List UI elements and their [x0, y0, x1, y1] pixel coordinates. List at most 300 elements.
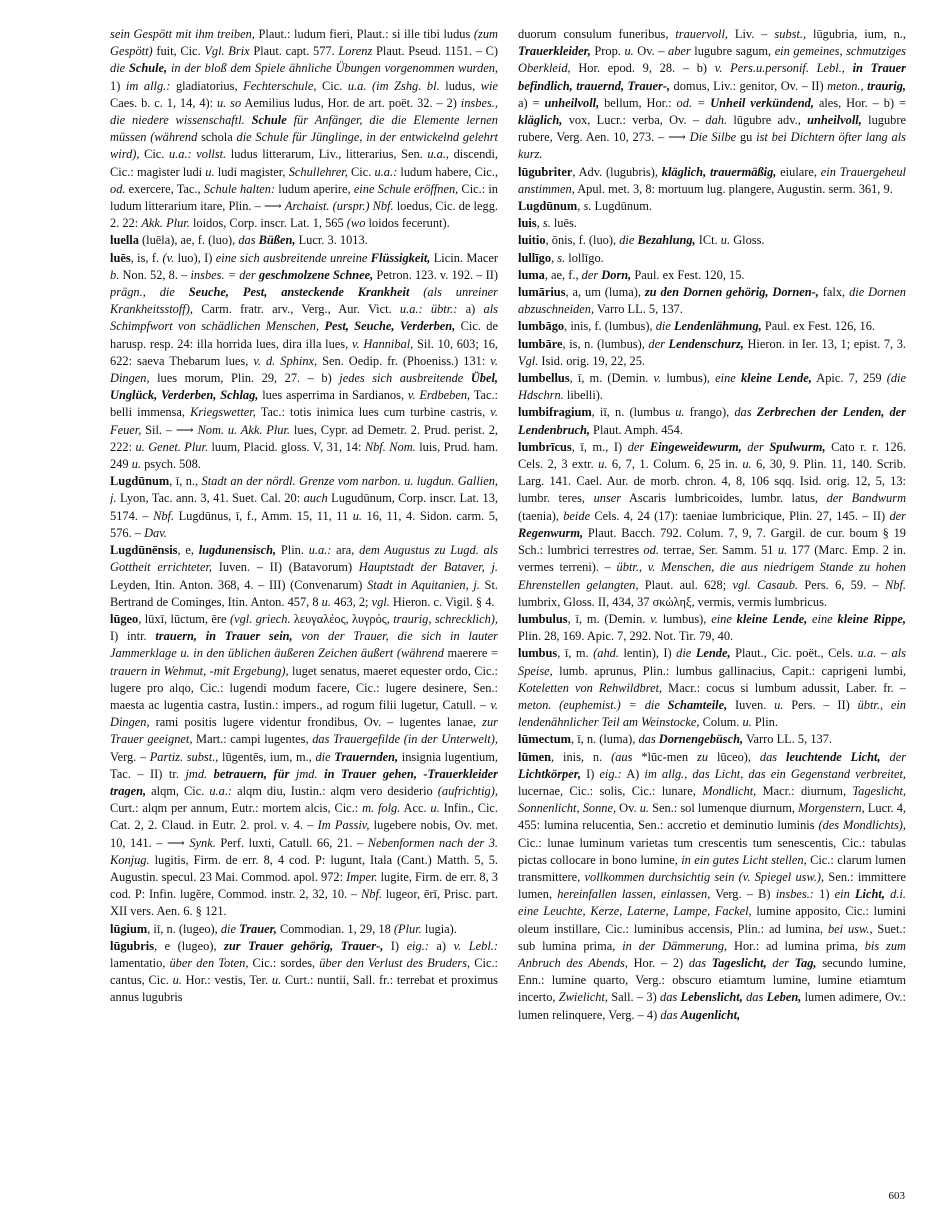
entry-text: das — [238, 233, 259, 248]
entry-text: Partiz. subst., — [149, 749, 219, 764]
entry-text: Lorenz — [338, 44, 373, 59]
entry-text: u. — [352, 508, 362, 523]
entry-text: insignia lugentium, Tac. – II) tr. — [110, 749, 498, 781]
entry-text: u.a.: übtr.: — [399, 302, 458, 317]
entry-text: Non. 52, 8. – — [119, 267, 191, 282]
entry-text: v. — [650, 611, 658, 626]
entry-text: s. — [583, 199, 592, 214]
entry-text: Colum. — [699, 715, 743, 730]
entry-text: zu den Dornen gehörig, Dornen-, — [644, 285, 819, 300]
entry-text: Tac.: totis inimica lues cum turbine castris, — [255, 405, 491, 420]
entry-text: über den Verlust des Bruders, — [319, 955, 471, 970]
entry-text: discendi, Cic.: magister ludi — [110, 147, 498, 179]
entry-text: Cic. — [347, 164, 375, 179]
entry-text: , inis, f. (lumbus), — [564, 319, 656, 334]
entry-text: Trauer, — [239, 921, 277, 936]
entry-text: das — [660, 1007, 681, 1022]
entry-text: Varro LL. 5, 137. — [743, 732, 833, 747]
entry-text: u. — [430, 801, 440, 816]
entry-text: (vgl. griech. — [229, 611, 291, 626]
dictionary-entry — [518, 645, 906, 731]
entry-text: Plaut.: ludum fieri, Plaut.: si ille tibi ludus — [254, 27, 474, 41]
entry-text: aber — [668, 44, 691, 59]
entry-text: Zerbrechen der Lenden, der Lendenbruch, — [518, 405, 906, 437]
entry-text: Cels. 4, 24 (17): taeniae lumbricique, Plin. 27, 145. – II) — [590, 508, 890, 523]
entry-text: , ī, m. (Demin. — [567, 611, 651, 626]
entry-text: (wo — [346, 216, 366, 231]
entry-text: lugebere nobis, Ov. met. 10, 141. – ⟶ — [110, 818, 498, 850]
entry-text: zur Trauer gehörig, Trauer-, — [224, 938, 384, 953]
entry-text: Plaut. Bacch. 792. Colum. 7, 9, 7. Gargil. de cur. boum § 19 Sch.: lumbrici terrestres — [518, 525, 906, 558]
entry-text: beide — [563, 508, 591, 523]
entry-headword: lumbus — [518, 646, 558, 661]
entry-headword: lumbellus — [518, 371, 570, 386]
entry-text: u. — [774, 697, 784, 712]
entry-text: Sil. 10, 603; 16, 622: saeva Thebarum lues, — [110, 336, 498, 368]
entry-text: luget senatus, maeret equester ordo, Cic.: lugere pro alqo, Cic.: lugendi modum facere, Cic.: lugere desinere, Sen.: maesta ac lugentia castra, Iustin.: impers., ad rogum filii lugetur, Catull. – — [110, 663, 498, 712]
entry-text: Synk. — [189, 835, 216, 850]
entry-text: eine — [715, 371, 741, 386]
entry-text: Unheil verkündend, — [710, 95, 814, 110]
entry-text: Bezahlung, — [637, 233, 696, 248]
entry-text: , — [536, 216, 543, 231]
entry-text: od. = — [676, 95, 711, 110]
entry-text: die — [655, 319, 674, 334]
entry-text: Vgl. Brix — [204, 44, 250, 59]
entry-text: lumbus), — [657, 611, 712, 626]
entry-text: u. — [639, 801, 650, 816]
entry-text: eine Schule eröffnen, — [353, 181, 459, 196]
entry-text: die — [676, 646, 696, 661]
entry-text: die — [110, 61, 129, 76]
entry-headword: luēs — [110, 250, 131, 265]
entry-text: luo), I) — [174, 250, 216, 265]
entry-text: Sen.: sol lumenque diurnum, — [649, 801, 799, 816]
entry-text: , is, f. — [130, 250, 163, 265]
entry-text: lamentatio, — [110, 955, 170, 970]
dictionary-entry — [518, 250, 906, 267]
entry-headword: Lugdūnum — [110, 474, 170, 489]
entry-text: lumb. aprunus, Plin.: lumbus gallinacius, Capit.: caprigeni lumbi, — [552, 663, 906, 678]
entry-text: frango), — [684, 405, 735, 420]
entry-text: kleine Rippe, — [837, 611, 906, 626]
entry-text: kläglich, trauermäßig, — [661, 164, 777, 179]
entry-text: od. — [643, 543, 659, 558]
entry-text: u. — [271, 973, 282, 988]
entry-text: lūceo), — [708, 749, 760, 764]
entry-text: u. — [675, 405, 685, 420]
entry-text: der — [766, 955, 795, 970]
dictionary-entry — [518, 336, 906, 370]
entry-text: I) — [383, 938, 407, 953]
entry-text: Trauernden, — [334, 749, 399, 764]
entry-text: fuit, Cic. — [152, 44, 205, 59]
entry-text: lugeor, ērī, Prisc. part. XII vers. Aen. 6. § 121. — [110, 887, 498, 919]
entry-text: Hor. epod. 9, 28. – b) — [570, 61, 715, 76]
left-column — [110, 26, 498, 1194]
entry-text: die Schule für Jünglinge, in der entwickelnd gelehrt wird), — [110, 130, 498, 162]
entry-text: , lūxī, lūctum, ēre — [138, 611, 230, 626]
entry-text: Cic.: clarum lumen transmittere, — [518, 852, 906, 884]
entry-text: die — [220, 921, 240, 936]
entry-text: Iuven. – II) (Batavorum) — [212, 560, 359, 575]
entry-text: ein gemeines, schmutziges Oberkleid, — [518, 44, 906, 76]
entry-text: im allg., das Licht, das ein Gegenstand verbreitet, — [644, 766, 906, 781]
entry-text: Hieron. in Ier. 13, 1; epist. 7, 3. — [743, 336, 906, 351]
entry-text: (ahd. — [593, 646, 619, 661]
entry-text: trauern in Wehmut, -mit Ergebung), — [110, 663, 289, 678]
entry-text: Archaist. (urspr.) Nbf. — [284, 199, 394, 214]
entry-text: Stadt an der nördl. Grenze vom narbon. u. lugdun. Gallien, j. — [110, 474, 498, 506]
entry-headword: lumbāre — [518, 336, 563, 351]
entry-text: Cic. de harusp. resp. 24: illa horrida lues, dira illa lues, — [110, 319, 498, 351]
entry-text: Plaut. Amph. 454. — [589, 422, 683, 437]
dictionary-entry — [518, 284, 906, 318]
entry-text: 463, 2; — [330, 594, 372, 609]
entry-text: falx, — [818, 285, 850, 300]
entry-text: I) intr. — [110, 629, 156, 644]
entry-text: , — [577, 199, 584, 214]
entry-text: Hauptstadt der Bataver, j. — [358, 560, 498, 575]
entry-text: ara, — [331, 543, 360, 558]
entry-text: Nbf. — [153, 508, 175, 523]
entry-text: Caes. b. c. 1, 14, 4): — [110, 95, 217, 110]
entry-text: lugia). — [421, 921, 457, 936]
entry-text: ludum aperire, — [275, 181, 354, 196]
entry-text: Verg. – B) — [710, 887, 776, 902]
entry-text: Lugudūnum, Corp. inscr. Lat. 13, 5174. – — [110, 491, 498, 523]
entry-text: lugitis, Firm. de err. 8, 4 cod. P: lugunt, Itala (Cant.) Matth. 5, 5. Augustin. specul. 23 Mai. Commod. apol. 972: — [110, 852, 498, 884]
entry-text: v. — [653, 371, 662, 386]
entry-text: libelli). — [563, 388, 604, 403]
entry-text: v. Pers.u.personif. Lebl., — [714, 61, 853, 76]
entry-text: das — [638, 732, 659, 747]
entry-text: v. Feuer, — [110, 405, 498, 437]
entry-text: schola — [197, 130, 237, 145]
entry-text: Apic. 7, 259 — [811, 371, 887, 386]
dictionary-entry — [518, 267, 906, 284]
dictionary-entry — [110, 921, 498, 938]
entry-text: a) — [457, 302, 484, 317]
entry-text: meton., — [827, 78, 868, 93]
entry-text: Flüssigkeit, — [370, 250, 431, 265]
entry-text: Die Silbe — [689, 130, 737, 145]
entry-text: (zum Gespött) — [110, 27, 498, 59]
entry-text: A) — [621, 766, 645, 781]
entry-text: , iī, n. (lumbus — [591, 405, 676, 420]
entry-text: u.a.: — [374, 164, 398, 179]
entry-text: loidos fecerunt). — [365, 216, 450, 231]
entry-text: vox, Lucr.: verba, Ov. – — [562, 113, 706, 128]
entry-text: I) — [581, 766, 600, 781]
entry-headword: Lugdūnum — [518, 199, 578, 214]
dictionary-entry — [110, 473, 498, 542]
entry-text: das — [660, 990, 681, 1005]
entry-text: insbes. = der — [190, 267, 259, 282]
entry-text: Plaut. capt. 577. — [249, 44, 339, 59]
entry-text: Infin., Cic. Cat. 2, 2. Claud. in Eutr. 2. prol. v. 4. – — [110, 801, 498, 833]
entry-headword: lūgubriter — [518, 164, 573, 179]
entry-text: in Trauer gehen, -Trauerkleider tragen, — [110, 766, 498, 798]
entry-text: Prop. — [590, 44, 625, 59]
entry-text: (die Hdschrn. — [518, 371, 906, 403]
entry-text: eiulare, — [776, 164, 821, 179]
entry-text: a) = — [518, 95, 545, 110]
entry-text: der Bandwurm — [826, 491, 906, 506]
entry-text: jedes sich ausbreitende — [339, 371, 471, 386]
entry-text: Schullehrer, — [288, 164, 348, 179]
dictionary-entry — [110, 232, 498, 249]
entry-text: Im Passiv, — [317, 818, 370, 833]
entry-text: Licht, — [854, 887, 885, 902]
entry-text: Nbf. — [884, 577, 906, 592]
entry-text: eine — [807, 611, 838, 626]
entry-text: Dorn, — [601, 267, 632, 282]
entry-text: u. — [205, 164, 215, 179]
entry-text: lumen adimere, Ov.: lumen relinquere, Verg. – 4) — [518, 990, 906, 1022]
entry-text: maerere = — [443, 646, 498, 661]
entry-text: leuchtende Licht, — [786, 749, 881, 764]
entry-text: Vgl. — [518, 353, 539, 368]
entry-text: wie — [480, 78, 498, 93]
page-number: 603 — [888, 1190, 905, 1202]
entry-text: lucernae, Cic.: solis, Cic.: lunare, — [518, 783, 703, 798]
entry-text: , ī, m., I) — [571, 439, 628, 454]
entry-text: Pest, Seuche, Verderben, — [324, 319, 456, 334]
entry-headword: lūgium — [110, 921, 148, 936]
entry-text: u. — [624, 44, 634, 59]
entry-text: rami positis lugere videntur frondibus, Ov. – lugentes lanae, — [149, 715, 483, 730]
entry-text: eine — [711, 611, 737, 626]
entry-text: Zwielicht, — [558, 990, 608, 1005]
entry-text: das — [742, 990, 767, 1005]
entry-text: ales, Hor. – b) = — [813, 95, 906, 110]
entry-text: lugubre rubere, Verg. Aen. 10, 273. – ⟶ — [518, 113, 906, 145]
entry-text: unser — [593, 491, 622, 506]
entry-text: das — [688, 955, 712, 970]
entry-text: das Trauergefilde (in der Unterwelt), — [312, 732, 498, 747]
dictionary-entry — [518, 164, 906, 198]
entry-text: 16, 11, 4. Sidon. carm. 5, 576. – — [110, 508, 498, 540]
entry-text: Gloss. — [730, 233, 765, 248]
entry-text: Curt.: nuntii, Sall. fr.: terrebat et proximus annus lugubris — [110, 973, 498, 1005]
dictionary-entry — [110, 938, 498, 1007]
entry-text: u.a.: — [209, 783, 233, 798]
entry-text: subst., — [774, 27, 807, 41]
entry-text: (v. — [162, 250, 175, 265]
entry-text: Aemilius ludus, Hor. de art. poët. 32. – 2) — [241, 95, 461, 110]
entry-text: dah. — [705, 113, 728, 128]
entry-text: , a, um (luma), — [565, 285, 645, 300]
entry-text: Sen.: immittere lumen, — [518, 869, 906, 902]
entry-text: das — [759, 749, 787, 764]
entry-text: ludus litterarum, Liv., litterarius, Sen. — [226, 147, 428, 162]
dictionary-entry — [518, 611, 906, 645]
entry-text: bis zum Anbruch des Abends, — [518, 938, 906, 970]
dictionary-entry — [518, 26, 906, 164]
entry-text: Paul. ex Fest. 126, 16. — [761, 319, 875, 334]
entry-text: , Adv. (lugubris), — [572, 164, 662, 179]
dictionary-entry — [110, 542, 498, 611]
entry-text: Iuven. — [727, 697, 775, 712]
entry-text: 6, 7, 1. Colum. 6, 25 in. — [607, 457, 743, 472]
entry-text: Schule halten: — [203, 181, 276, 196]
entry-text: Perf. luxti, Catull. 66, 21. – — [215, 835, 368, 850]
entry-text: lūgubria, ium, n., — [806, 27, 906, 41]
entry-text: Stadt in Aquitanien, j. — [367, 577, 480, 592]
entry-headword: luella — [110, 233, 139, 248]
entry-text: Isid. orig. 19, 22, 25. — [538, 353, 646, 368]
entry-text: trauern, in Trauer sein, — [155, 629, 293, 644]
entry-text: λευγαλέος, λυγρός, — [290, 611, 394, 626]
entry-text: Nebenformen nach der 3. Konjug. — [110, 835, 498, 867]
entry-text: lugdunensisch, — [198, 543, 277, 558]
entry-text: Lende, — [695, 646, 731, 661]
entry-text: , e (lugeo), — [154, 938, 225, 953]
entry-text: , is, n. (lumbus), — [562, 336, 649, 351]
entry-text: Curt.: alqm per annum, Eutr.: mortem alcis, Cic.: — [110, 801, 363, 816]
entry-text: Schule — [251, 113, 287, 128]
entry-text: Plaut. aul. 628; — [638, 577, 733, 592]
entry-text: Hieron. c. Vigil. § 4. — [389, 594, 495, 609]
entry-text: a) — [428, 938, 454, 953]
entry-text: Hor.: ad lumina prima, — [727, 938, 865, 953]
entry-headword: luitio — [518, 233, 546, 248]
entry-text: exercere, Tac., — [125, 181, 204, 196]
entry-headword: lūmen — [518, 749, 552, 764]
entry-text: Leben, — [766, 990, 802, 1005]
entry-text: , iī, n. (lugeo), — [147, 921, 221, 936]
entry-text: Morgenstern, — [798, 801, 865, 816]
entry-text: Fechterschule, — [243, 78, 317, 93]
entry-text: u. — [321, 594, 331, 609]
entry-text: zur Trauer geeignet, — [110, 715, 498, 747]
entry-text: Übel, Unglück, Verderben, Schlag, — [110, 371, 498, 403]
entry-text: Varro LL. 5, 137. — [594, 302, 683, 317]
entry-headword: lūgeo — [110, 611, 139, 626]
entry-text: Commodian. 1, 29, 18 — [276, 921, 394, 936]
entry-text: Lugdūnus, ī, f., Amm. 15, 11, 11 — [174, 508, 353, 523]
entry-text: psych. 508. — [140, 457, 201, 472]
entry-text: u. Genet. Plur. — [135, 439, 209, 454]
entry-text: u.a., — [427, 147, 450, 162]
entry-text: ludi magister, — [214, 164, 289, 179]
entry-text: s. — [542, 216, 551, 231]
entry-text: vollkommen durchsichtig sein (v. Spiegel usw.), — [584, 869, 825, 884]
entry-headword: lūgubris — [110, 938, 155, 953]
entry-text: der — [581, 267, 602, 282]
entry-text: Eingeweidewurm, — [649, 439, 742, 454]
entry-text: kleine Lende, — [736, 611, 808, 626]
entry-text: gu — [736, 130, 757, 145]
entry-text: als Schimpfwort von schädlichen Menschen, — [110, 302, 498, 334]
dictionary-entry — [110, 26, 498, 232]
entry-text: u. — [131, 457, 141, 472]
entry-text: Plaut., Cic. poët., Cels. — [730, 646, 858, 661]
entry-text: Dav. — [144, 525, 167, 540]
entry-text: Cic. — [139, 147, 169, 162]
entry-text: luēs. — [550, 216, 577, 231]
entry-text: ICt. — [695, 233, 721, 248]
entry-text: St. Bertrand de Cominges, Itin. Anton. 457, 8 — [110, 577, 498, 609]
entry-text: Augenlicht, — [680, 1007, 741, 1022]
entry-text: Paul. ex Fest. 120, 15. — [631, 267, 745, 282]
entry-text: Cic.: sordes, — [248, 955, 320, 970]
entry-text: Lebenslicht, — [680, 990, 743, 1005]
entry-text: unheilvoll, — [807, 113, 862, 128]
entry-text: lues morum, Plin. 29, 27. – b) — [149, 371, 340, 386]
entry-text: vgl. — [371, 594, 390, 609]
entry-text: bei usw., — [827, 921, 873, 936]
entry-headword: luma — [518, 267, 545, 282]
entry-text: übtr., ein lendenähnlicher Teil am Weinstocke, — [518, 697, 906, 730]
entry-text: terrae, Ser. Samm. 51 — [658, 543, 778, 558]
entry-text: Petron. 123. v. 192. – II) — [373, 267, 498, 282]
entry-text: u.a.: vollst. — [168, 147, 227, 162]
entry-text: , ōnis, f. (luo), — [545, 233, 620, 248]
entry-text: auch — [303, 491, 328, 506]
entry-text: Plaut. Pseud. 1151. – C) — [372, 44, 498, 59]
entry-text: Tageslicht, — [711, 955, 767, 970]
entry-text: Carm. fratr. arv., Verg., Aur. Vict. — [192, 302, 400, 317]
entry-text: 177 (Marc. Emp. 2 in. vermes terreni). – — [518, 543, 906, 575]
entry-text: lumbus), — [661, 371, 716, 386]
dictionary-entry — [518, 215, 906, 232]
entry-text: u.a. – als Speise, — [518, 646, 906, 678]
entry-headword: lullīgo — [518, 250, 552, 265]
entry-text: lumbrix, Gloss. II, 434, 37 σκώληξ, vermis, vermis lumbricus. — [518, 594, 828, 609]
entry-headword: luis — [518, 216, 537, 231]
entry-text: Cic. — [316, 78, 348, 93]
entry-headword: Lugdūnēnsis — [110, 543, 178, 558]
entry-text: Ov. – — [633, 44, 669, 59]
entry-text: über den Toten, — [169, 955, 249, 970]
entry-text: lugite, Firm. de err. 8, 3 cod. P: Infin. lugĕre, Commod. instr. 2, 32, 10. – — [110, 869, 498, 902]
entry-text: (Plur. — [393, 921, 422, 936]
entry-text: die Dornen abzuschneiden, — [518, 285, 906, 317]
entry-text: b. — [110, 267, 120, 282]
entry-text: Mart.: campi lugentes, — [192, 732, 313, 747]
entry-text: v. Erdbeben, — [407, 388, 471, 403]
dictionary-entry — [518, 198, 906, 215]
entry-text: , — [551, 250, 558, 265]
entry-text: lumine apposito, Cic.: lumini oleum instillare, Cic.: luminibus accensis, Plin.: ad lumina, — [518, 904, 906, 936]
entry-text: Pers. 6, 59. – — [798, 577, 885, 592]
entry-text: alqm, Cic. — [146, 783, 210, 798]
entry-text: das — [734, 405, 757, 420]
entry-text: lūgubre adv., — [727, 113, 808, 128]
entry-headword: lūmectum — [518, 732, 571, 747]
entry-text: zu — [697, 749, 709, 764]
dictionary-entry — [110, 250, 498, 474]
entry-text: traurig, schrecklich), — [393, 611, 498, 626]
entry-text: Plin. — [751, 715, 778, 730]
entry-text: luis, Prud. ham. 249 — [110, 439, 498, 472]
entry-text: Tag, — [794, 955, 817, 970]
entry-text: d.i. eine Leuchte, Kerze, Laterne, Lampe, Fackel, — [518, 887, 906, 919]
entry-text: Acc. — [400, 801, 431, 816]
entry-text: loidos, Corp. inscr. Lat. 1, 565 — [189, 216, 347, 231]
entry-text: ludum habere, Cic., — [397, 164, 498, 179]
entry-text: jmd. — [185, 766, 214, 781]
entry-text: u. — [742, 715, 752, 730]
entry-text: Plin. 28, 169. Apic. 7, 292. Not. Tir. 79, 40. — [518, 629, 734, 644]
entry-text: Lugdūnum. — [591, 199, 652, 214]
entry-text: in ein gutes Licht stellen, — [681, 852, 807, 867]
entry-text: traurig, — [867, 78, 906, 93]
entry-headword: lumbulus — [518, 611, 568, 626]
entry-text: Spulwurm, — [769, 439, 826, 454]
